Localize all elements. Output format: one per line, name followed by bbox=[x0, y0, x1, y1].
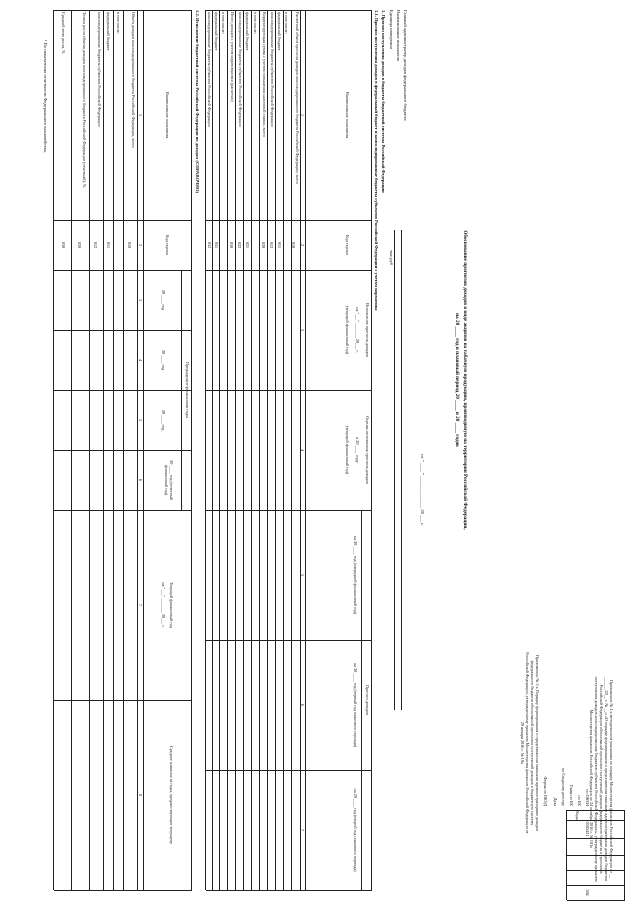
t1-row-name: Корректирующая сумма с учетом повышения налоговой ставки, всего bbox=[262, 12, 267, 137]
t2-row-code: 030 bbox=[61, 241, 66, 249]
t2-row-name: Объем доходов консолидированного бюджета Российской Федерации, всего bbox=[131, 12, 136, 148]
t1-header-forecast-3: на 20 ____ год (второй год планового периода) bbox=[353, 788, 358, 872]
t1-row-name: федеральный бюджет bbox=[214, 12, 219, 51]
codes-label-chapter: Глава по БК bbox=[569, 784, 574, 806]
t2-header-name: Наименование показателя bbox=[165, 91, 170, 139]
t1-header-executed-date: на "___" _______ 20___ г. bbox=[355, 307, 360, 353]
section-1-title: 1. Прогноз поступления доходов в бюджеты бюджетной системы Российской Федерации bbox=[381, 10, 386, 193]
t1-row-code: 011 bbox=[277, 241, 282, 249]
t1-colnum-1: 1 bbox=[300, 113, 305, 117]
t1-row-name: консолидированные бюджеты субъектов Российской Федерации bbox=[207, 12, 212, 127]
t2-colnum-1: 1 bbox=[138, 113, 143, 117]
t1-header-name: Наименование показателя bbox=[345, 91, 350, 139]
t1-row-name: в том числе: bbox=[221, 12, 226, 34]
t2-row-name: в том числе: bbox=[116, 12, 121, 34]
scan-speck: · bbox=[158, 430, 164, 432]
t1-row-name: федеральный бюджет bbox=[245, 12, 250, 51]
t1-colnum-7: 7 bbox=[300, 828, 305, 832]
t1-header-forecast-1: на 20 ____ год (очередной финансовый год) bbox=[353, 536, 358, 614]
t1-row-code: 021 bbox=[245, 241, 250, 249]
t1-header-estimate-year: в 20 ____ году bbox=[355, 437, 360, 463]
t1-colnum-5: 5 bbox=[300, 573, 305, 577]
unit-label: Единица измерения bbox=[389, 10, 394, 49]
t1-row-name: в том числе: bbox=[284, 12, 289, 34]
t1-header-forecast-2: на 20 ____ год (первый год планового периода) bbox=[353, 662, 358, 748]
unit-value: тыс.руб bbox=[389, 250, 394, 266]
t2-colnum-7: 7 bbox=[138, 603, 143, 607]
t2-row-name: консолидированные бюджеты субъектов Российской Федерации bbox=[97, 12, 102, 127]
t2-row-code: 011 bbox=[106, 241, 111, 249]
t2-header-average: Среднее значение за годы, предшествующие текущему bbox=[169, 745, 174, 845]
document-date: от " ____ " ______________ 20 ___ г. bbox=[420, 454, 425, 526]
t1-row-code: 032 bbox=[207, 241, 212, 249]
page-title-period: на 20 ____ год и плановый период 20 ____ и 20 ____ годов bbox=[454, 313, 460, 447]
indicator-label: Наименование показателя bbox=[396, 10, 401, 61]
codes-label-date: Дата bbox=[553, 797, 558, 806]
t1-colnum-6: 6 bbox=[300, 703, 305, 707]
codes-value-okei: 384 bbox=[585, 889, 590, 896]
t2-header-prev-years: Предыдущие финансовые годы bbox=[185, 362, 190, 418]
t2-colnum-8: 8 bbox=[138, 793, 143, 797]
t2-header-current: Текущий финансовый год bbox=[169, 581, 174, 629]
t2-colnum-4: 4 bbox=[138, 358, 143, 362]
t1-row-code: 012 bbox=[269, 241, 274, 249]
section-1-2-title: 1.2. Исполнение бюджетной системы Российской Федерации по доходам (СПРАВОЧНО) bbox=[195, 10, 200, 193]
t1-row-name: консолидированные бюджеты субъектов Российской Федерации bbox=[270, 12, 275, 127]
t1-row-name: в том числе: bbox=[253, 12, 258, 34]
t1-header-forecast: Прогноз доходов bbox=[365, 684, 370, 716]
codes-label-bk: по БК bbox=[577, 795, 582, 806]
t1-row-code: 020 bbox=[261, 241, 266, 249]
codes-label-okud: Форма по ОКУД bbox=[543, 776, 548, 806]
codes-label-registry: по Сводному реестру bbox=[561, 767, 566, 806]
t2-colnum-2: 2 bbox=[138, 243, 143, 247]
t2-colnum-3: 3 bbox=[138, 298, 143, 302]
t2-header-prev-4: 20 ____ год (отчетный финансовый год) bbox=[164, 460, 174, 500]
admin-label: Главный администратор доходов федерального бюджета bbox=[403, 10, 408, 121]
t1-row-name: федеральный бюджет bbox=[277, 12, 282, 51]
t1-row-code: 031 bbox=[214, 241, 219, 249]
t2-row-code: 010 bbox=[127, 241, 132, 249]
approval-block-1: Приложение № 1 к методическим указаниям по порядку Министерства финансов Российской Федерации от __ ______ 20__ г. № __н «О порядке формирования и представления главными администраторами доходов бюджетов Российской Федерации обоснований прогнозов поступлений доходов федерального бюджета и прогнозов поступления доходов консолидированных бюджетов субъектов Российской Федерации», утвержденному приказом Министерства финансов Российской Федерации от 24 октября 2016 г. № 191н bbox=[589, 676, 614, 882]
t2-row-name: Средний темп роста, % bbox=[61, 12, 66, 54]
t2-row-name: Темпы роста объема доходов консолидированного бюджета Российской Федерации (отчетный), % bbox=[82, 12, 87, 188]
t1-row-name: консолидированные бюджеты субъектов Российской Федерации bbox=[238, 12, 243, 127]
t2-row-name: федеральный бюджет bbox=[106, 12, 111, 51]
t2-header-prev-1: 20 ____ год bbox=[161, 289, 166, 311]
t1-row-name: Итого доходов с учетом корректировки (расчетно) bbox=[230, 12, 235, 102]
t1-colnum-3: 3 bbox=[300, 328, 305, 332]
scan-speck: · bbox=[179, 505, 185, 507]
t1-header-estimate: Оценка исполнения прогноза доходов bbox=[365, 416, 370, 484]
codes-label-okei: по ОКЕИ bbox=[585, 789, 590, 806]
section-1-1-title: 1.1. Прогноз поступления доходов в федеральный бюджет и консолидированные бюджеты субъектов Российской Федерации с учетом норматива bbox=[374, 10, 379, 311]
t1-row-code: 010 bbox=[291, 241, 296, 249]
t1-header-executed: Исполнение прогноза доходов bbox=[365, 302, 370, 357]
footnote: ¹ По показателям отчетности Федерального казначейства. bbox=[43, 40, 48, 153]
codes-header: Коды bbox=[575, 811, 580, 821]
t2-colnum-5: 5 bbox=[138, 418, 143, 422]
t1-row-name: Расчетный объем прогноза доходов консолидированного бюджета Российской Федерации, всего bbox=[295, 12, 300, 184]
t2-header-prev-3: 20 ____ год bbox=[161, 409, 166, 431]
t2-header-code: Код строки bbox=[165, 235, 170, 255]
t2-header-prev-2: 20 ____ год bbox=[161, 349, 166, 371]
t1-row-code: 022 bbox=[237, 241, 242, 249]
t1-header-code: Код строки bbox=[345, 235, 350, 255]
t1-colnum-4: 4 bbox=[300, 448, 305, 452]
t1-header-executed-note: (текущий финансовый год) bbox=[345, 305, 350, 355]
page-title: Обоснование прогнозов доходов в виде акцизов на табачную продукцию, производимую на территории Российской Федерации, bbox=[462, 230, 468, 530]
t2-colnum-6: 6 bbox=[138, 478, 143, 482]
t2-header-current-date: на "___" _______ 20___ г. bbox=[161, 582, 166, 628]
t1-header-estimate-note: (текущий финансовый год) bbox=[345, 425, 350, 475]
t2-row-code: 020 bbox=[77, 241, 82, 249]
t1-colnum-2: 2 bbox=[300, 243, 305, 247]
t1-row-code: 030 bbox=[229, 241, 234, 249]
t2-row-code: 012 bbox=[93, 241, 98, 249]
codes-value-okud: 0505421 bbox=[585, 821, 590, 837]
approval-block-2: Приложение № 5 к Порядку формирования и представления главными администраторами доходов федерального бюджета обоснований прогнозов поступлений доходов в бюджетную систему Российской Федерации, утвержденному приказом Министерства финансов Российской Федерации от 29 января 2016 г. № 19н bbox=[520, 652, 540, 834]
